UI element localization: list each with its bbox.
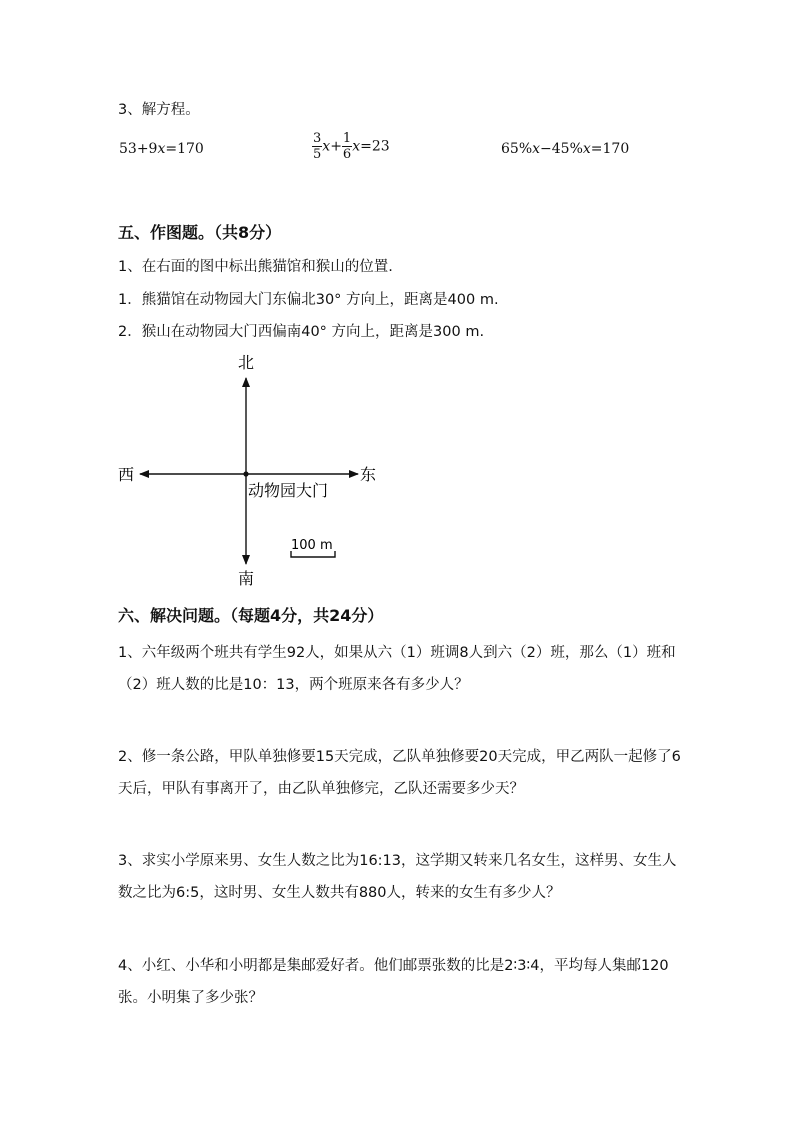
- section-5-heading: 五、作图题。（共8分）: [118, 223, 282, 242]
- north-label: 北: [237, 353, 255, 372]
- problem-3: 3、求实小学原来男、女生人数之比为16:13，这学期又转来几名女生，这样男、女生人数之比为6:5，这时男、女生人数共有880人，转来的女生有多少人？: [118, 853, 677, 901]
- section-5-item-2: 2．猴山在动物园大门西偏南40° 方向上，距离是300 m.: [118, 324, 485, 340]
- equation-1-right: =170: [165, 141, 204, 157]
- scale-label: 100 m: [291, 538, 333, 553]
- origin-label: 动物园大门: [248, 481, 329, 500]
- fraction-1-6: $\frac{1}{6}$: [342, 131, 352, 162]
- south-label: 南: [237, 569, 255, 588]
- equation-2: $\frac{3}{5}$ x+ $\frac{1}{6}$ x=23: [313, 131, 390, 162]
- section-6-heading: 六、解决问题。（每题4分，共24分）: [118, 606, 384, 625]
- origin-point: [243, 471, 248, 476]
- section-3-title: 3、解方程。: [118, 102, 200, 118]
- equation-3: 65%x−45%x=170: [501, 141, 630, 157]
- problem-4: 4、小红、小华和小明都是集邮爱好者。他们邮票张数的比是2∶3∶4，平均每人集邮120张。小明集了多少张？: [118, 958, 669, 1006]
- section-5-item-1: 1．熊猫馆在动物园大门东偏北30° 方向上，距离是400 m.: [118, 292, 499, 308]
- east-label: 东: [360, 465, 377, 484]
- equation-1-var: x: [157, 141, 166, 157]
- section-5-question-1: 1、在右面的图中标出熊猫馆和猴山的位置.: [118, 259, 393, 275]
- problem-1: 1、六年级两个班共有学生92人，如果从六（1）班调8人到六（2）班，那么（1）班和（2）班人数的比是10：13，两个班原来各有多少人？: [118, 645, 676, 693]
- compass-diagram: [110, 348, 400, 590]
- equation-1: [119, 140, 204, 158]
- fraction-3-5: $\frac{3}{5}$: [313, 131, 322, 162]
- west-label: 西: [118, 465, 135, 484]
- equation-1-left: 53+9: [119, 141, 158, 157]
- problem-2: 2、修一条公路，甲队单独修要15天完成，乙队单独修要20天完成，甲乙两队一起修了6天后，甲队有事离开了，由乙队单独修完，乙队还需要多少天？: [118, 749, 681, 797]
